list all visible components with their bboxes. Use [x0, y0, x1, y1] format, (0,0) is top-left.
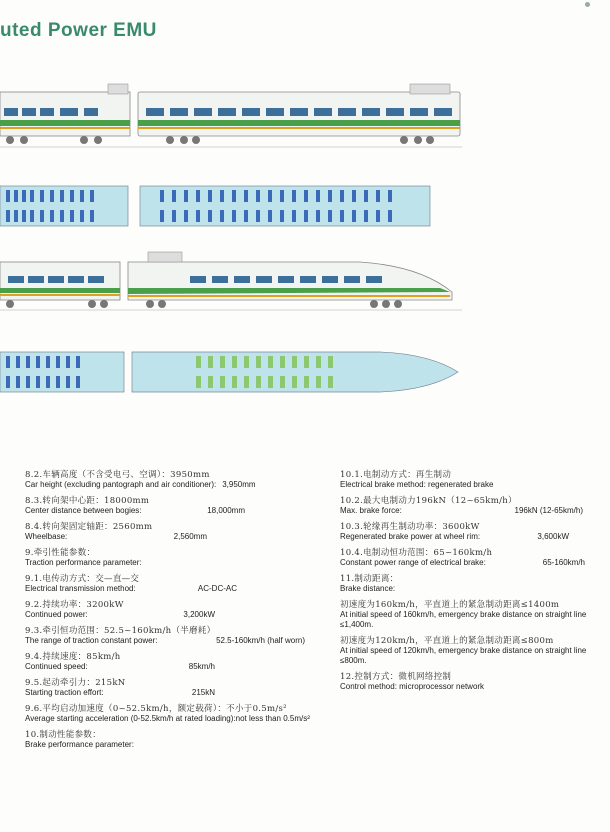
- spec-value: 18,000mm: [207, 506, 245, 515]
- spec-zh: 9.3.牵引恒功范围：52.5~160km/h（半磨耗）: [25, 626, 216, 636]
- spec-en: Average starting acceleration (0-52.5km/h at rated loading):not less than 0.5m/s²: [25, 714, 310, 723]
- spec-en: Electrical transmission method:: [25, 584, 136, 593]
- spec-zh: 10.制动性能参数：: [25, 730, 102, 740]
- spec-value: 52.5-160km/h (half worn): [216, 636, 305, 645]
- spec-item: [340, 636, 595, 666]
- spec-zh: 初速度为120km/h，平直道上的紧急制动距离≤800m: [340, 636, 554, 646]
- spec-item: [340, 522, 595, 542]
- spec-en-row: [25, 610, 325, 620]
- spec-en: Constant power range of electrical brake:: [340, 558, 486, 567]
- spec-zh: 11.制动距离：: [340, 574, 399, 584]
- spec-en: Center distance between bogies:: [25, 506, 142, 515]
- spec-en: The range of traction constant power:: [25, 636, 158, 645]
- spec-en: Traction performance parameter:: [25, 558, 142, 567]
- train-floor-plan-top: [0, 186, 430, 226]
- spec-zh: 8.2.车辆高度（不含受电弓、空调）：3950mm: [25, 470, 210, 480]
- spec-value: 3,200kW: [183, 610, 215, 619]
- spec-item: [340, 672, 595, 692]
- spec-en: Brake distance:: [340, 584, 396, 593]
- spec-en-row: [340, 682, 595, 692]
- spec-en-row: [340, 480, 595, 490]
- page-title: uted Power EMU: [0, 20, 157, 41]
- spec-en: Wheelbase:: [25, 532, 68, 541]
- spec-en: Brake performance parameter:: [25, 740, 134, 749]
- spec-en-row: [25, 532, 325, 542]
- spec-en-row: [340, 584, 595, 594]
- spec-zh: 10.4.电制动恒功范围：65~160km/h: [340, 548, 493, 558]
- emu-drawing: [0, 70, 610, 400]
- spec-en-row: [25, 740, 325, 750]
- spec-zh: 初速度为160km/h，平直道上的紧急制动距离≤1400m: [340, 600, 560, 610]
- train-floor-plan-bottom: [0, 352, 458, 392]
- spec-item: [25, 522, 325, 542]
- spec-item: [25, 548, 325, 568]
- spec-en: Control method: microprocessor network: [340, 682, 485, 691]
- spec-item: [340, 574, 595, 594]
- spec-item: [340, 600, 595, 630]
- spec-item: [340, 496, 595, 516]
- spec-zh: 9.2.持续功率：3200kW: [25, 600, 124, 610]
- spec-item: [25, 496, 325, 516]
- spec-en: Car height (excluding pantograph and air conditioner):: [25, 480, 217, 489]
- spec-item: [340, 548, 595, 568]
- train-side-view-top: [0, 84, 462, 147]
- spec-value: 3,950mm: [222, 480, 256, 489]
- spec-zh: 12.控制方式：微机网络控制: [340, 672, 452, 682]
- spec-en: Max. brake force:: [340, 506, 402, 515]
- spec-column-left: [25, 470, 325, 756]
- spec-en-row: [340, 532, 595, 542]
- spec-en-row: [25, 480, 325, 490]
- spec-value: AC-DC-AC: [197, 584, 237, 593]
- spec-en: Regenerated brake power at wheel rim:: [340, 532, 481, 541]
- spec-zh: 9.5.起动牵引力：215kN: [25, 678, 126, 688]
- train-side-view-bottom: [0, 252, 462, 310]
- spec-zh: 9.牵引性能参数：: [25, 548, 96, 558]
- spec-item: [25, 730, 325, 750]
- spec-en: At initial speed of 160km/h, emergency brake distance on straight line ≤1,400m.: [340, 610, 587, 629]
- spec-item: [25, 704, 325, 724]
- spec-en-row: [25, 688, 325, 698]
- spec-en: Continued speed:: [25, 662, 88, 671]
- spec-en-row: [25, 662, 325, 672]
- spec-item: [25, 678, 325, 698]
- corner-mark: [585, 2, 590, 7]
- spec-zh: 8.3.转向架中心距：18000mm: [25, 496, 150, 506]
- spec-value: 65-160km/h: [542, 558, 585, 567]
- spec-zh: 9.1.电传动方式：交—直—交: [25, 574, 140, 584]
- spec-en: At initial speed of 120km/h, emergency brake distance on straight line ≤800m.: [340, 646, 587, 665]
- spec-value: 196kN (12-65km/h): [514, 506, 583, 515]
- spec-en-row: [25, 636, 325, 646]
- spec-zh: 9.4.持续速度：85km/h: [25, 652, 121, 662]
- spec-zh: 10.1.电制动方式：再生制动: [340, 470, 452, 480]
- spec-en-row: [25, 714, 325, 724]
- spec-value: 2,560mm: [173, 532, 207, 541]
- spec-item: [25, 652, 325, 672]
- spec-item: [340, 470, 595, 490]
- spec-item: [25, 574, 325, 594]
- spec-en-row: [25, 506, 325, 516]
- spec-en: Continued power:: [25, 610, 88, 619]
- spec-item: [25, 470, 325, 490]
- spec-zh: 9.6.平均启动加速度（0~52.5km/h，额定载荷）：不小于0.5m/s²: [25, 704, 287, 714]
- spec-zh: 8.4.转向架固定轴距：2560mm: [25, 522, 153, 532]
- spec-item: [25, 600, 325, 620]
- spec-en: Electrical brake method: regenerated brake: [340, 480, 494, 489]
- spec-en-row: [25, 558, 325, 568]
- spec-zh: 10.2.最大电制动力196kN（12~65km/h）: [340, 496, 517, 506]
- spec-en-row: [25, 584, 325, 594]
- spec-column-right: [340, 470, 595, 698]
- spec-item: [25, 626, 325, 646]
- spec-en-row: [340, 558, 595, 568]
- spec-value: 85km/h: [188, 662, 215, 671]
- spec-value: 3,600kW: [537, 532, 569, 541]
- spec-zh: 10.3.轮缘再生制动功率：3600kW: [340, 522, 480, 532]
- spec-value: 215kN: [191, 688, 215, 697]
- spec-en-row: [340, 506, 595, 516]
- spec-en: Starting traction effort:: [25, 688, 104, 697]
